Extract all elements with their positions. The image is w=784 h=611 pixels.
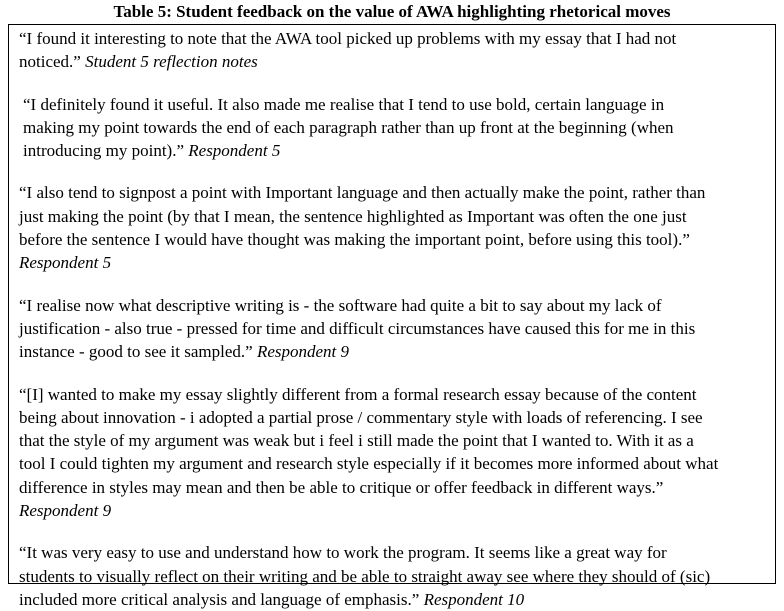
feedback-entry: [19, 181, 771, 274]
entry-text: included more critical analysis and language of emphasis.”: [19, 589, 424, 609]
entry-line: students to visually reflect on their writing and be able to straight away see where they should of (sic): [19, 566, 711, 586]
entry-attribution: Respondent 10: [423, 589, 525, 609]
entry-line-with-attribution: [19, 251, 771, 274]
entry-line: being about innovation - i adopted a partial prose / commentary style with loads of referencing. I see: [19, 407, 703, 427]
entry-attribution: Respondent 9: [256, 342, 350, 362]
entry-line: difference in styles may mean and then be able to critique or offer feedback in different ways.”: [19, 477, 664, 497]
entry-attribution: Respondent 5: [188, 141, 281, 161]
table-title: Table 5: Student feedback on the value of AWA highlighting rhetorical moves: [113, 2, 671, 21]
feedback-entry: [19, 541, 771, 611]
entry-line: making my point towards the end of each paragraph rather than up front at the beginning (when: [23, 117, 674, 137]
entry-line-with-attribution: [19, 50, 771, 73]
entry-line-with-attribution: [19, 499, 771, 522]
entry-attribution: Respondent 9: [19, 501, 112, 521]
feedback-table: [8, 24, 776, 609]
entry-line: that the style of my argument was weak but i feel i still made the point that I wanted to. With it as a: [19, 431, 694, 451]
entry-line-with-attribution: [19, 340, 771, 363]
entry-text: instance - good to see it sampled.”: [19, 342, 257, 362]
entry-line: just making the point (by that I mean, the sentence highlighted as Important was often the one just: [19, 206, 687, 226]
entry-line: “I definitely found it useful. It also made me realise that I tend to use bold, certain language in: [23, 94, 665, 114]
entry-line: tool I could tighten my argument and research style especially if it becomes more informed about what: [19, 454, 719, 474]
feedback-entry: [19, 27, 771, 74]
feedback-entry: [19, 294, 771, 364]
entry-attribution: Student 5 reflection notes: [85, 52, 258, 72]
entry-line: “I also tend to signpost a point with Important language and then actually make the point, rather than: [19, 183, 706, 203]
entry-line: “I realise now what descriptive writing is - the software had quite a bit to say about my lack of: [19, 295, 662, 315]
entry-line: before the sentence I would have thought was making the important point, before using this tool).”: [19, 230, 690, 250]
entry-text: noticed.”: [19, 52, 86, 72]
entry-line: “I found it interesting to note that the AWA tool picked up problems with my essay that I had not: [19, 29, 677, 48]
feedback-entry: [19, 93, 771, 163]
entry-attribution: Respondent 5: [19, 253, 112, 273]
entry-line: “It was very easy to use and understand how to work the program. It seems like a great way for: [19, 543, 667, 563]
entry-line: justification - also true - pressed for time and difficult circumstances have caused this for me in this: [19, 318, 696, 338]
feedback-entry: [19, 383, 771, 523]
entry-line-with-attribution: [19, 588, 771, 611]
entry-line: “[I] wanted to make my essay slightly different from a formal research essay because of the content: [19, 384, 697, 404]
entry-text: introducing my point).”: [23, 141, 189, 161]
entry-line-with-attribution: [23, 139, 771, 162]
